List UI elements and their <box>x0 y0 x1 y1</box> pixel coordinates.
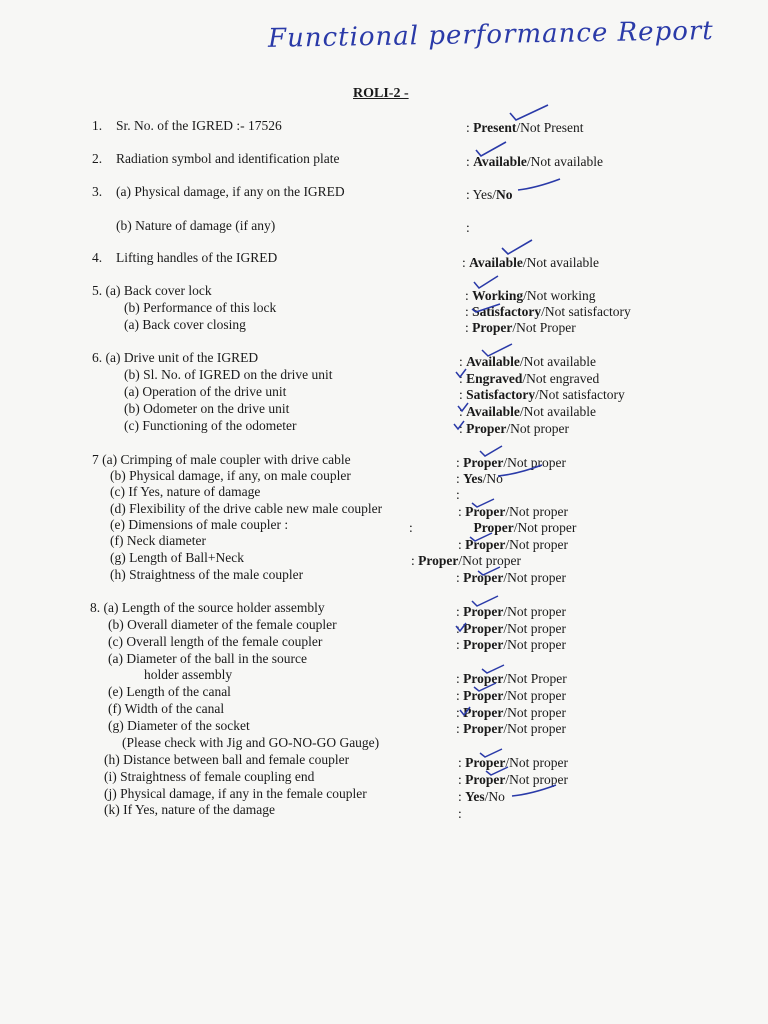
item-number: 4. <box>92 250 103 265</box>
checkmark-icon <box>474 140 508 158</box>
item-label: (b) Sl. No. of IGRED on the drive unit <box>124 367 333 382</box>
item-status: : Proper/Not proper <box>456 570 566 585</box>
item-status: : Proper/Not proper <box>456 637 566 652</box>
item-status: : Satisfactory/Not satisfactory <box>465 304 631 319</box>
item-label: (Please check with Jig and GO-NO-GO Gauge) <box>122 735 380 750</box>
item-label: (b) Performance of this lock <box>124 300 277 315</box>
item-status: : Yes/No <box>458 789 505 804</box>
item-label: (h) Straightness of the male coupler <box>110 567 304 582</box>
checkmark-icon <box>452 418 466 430</box>
item-label: (e) Dimensions of male coupler : <box>110 517 289 532</box>
item-label: Radiation symbol and identification plate <box>116 151 340 166</box>
checkmark-icon <box>478 444 504 458</box>
item-label: 6. (a) Drive unit of the IGRED <box>92 350 259 365</box>
checkmark-icon <box>456 400 470 412</box>
item-label: (c) Overall length of the female coupler <box>108 634 323 649</box>
item-label: (b) Overall diameter of the female coupler <box>108 617 337 632</box>
item-label: (c) If Yes, nature of damage <box>110 484 261 499</box>
item-label: (a) Physical damage, if any on the IGRED <box>116 184 345 199</box>
item-status: : Proper/Not proper <box>456 604 566 619</box>
item-number: 1. <box>92 118 103 133</box>
checkmark-icon <box>480 342 514 358</box>
item-status: : Proper/Not proper <box>458 537 568 552</box>
checkmark-icon <box>508 103 550 123</box>
checkmark-icon <box>480 662 506 674</box>
item-status: : Proper/Not proper <box>456 705 566 720</box>
item-number: 2. <box>92 151 103 166</box>
item-status: : Proper/Not proper <box>456 455 566 470</box>
item-status: : Proper/Not proper <box>409 520 577 535</box>
checkmark-icon <box>468 530 494 542</box>
item-label: 8. (a) Length of the source holder assembly <box>90 600 325 615</box>
checkmark-icon <box>454 620 468 632</box>
checkmark-icon <box>484 764 510 776</box>
checkmark-icon <box>470 496 496 508</box>
item-number: 3. <box>92 184 103 199</box>
item-status: : Satisfactory/Not satisfactory <box>459 387 625 402</box>
item-label: Sr. No. of the IGRED :- 17526 <box>116 118 282 133</box>
item-label: (g) Length of Ball+Neck <box>110 550 244 565</box>
checkmark-icon <box>454 366 468 378</box>
item-label: (k) If Yes, nature of the damage <box>104 802 275 817</box>
handwritten-title: Functional performance Report <box>267 16 714 54</box>
checkmark-icon <box>472 274 500 290</box>
item-label: (a) Back cover closing <box>124 317 246 332</box>
item-status: : Proper/Not proper <box>459 421 569 436</box>
item-status: : Proper/Not Proper <box>465 320 576 335</box>
checkmark-icon <box>496 462 544 478</box>
checkmark-icon <box>500 238 534 256</box>
item-label: (c) Functioning of the odometer <box>124 418 297 433</box>
item-status: : Yes/No <box>466 187 513 202</box>
item-status: : <box>458 806 462 821</box>
item-label: (a) Diameter of the ball in the source <box>108 651 308 666</box>
item-label: 5. (a) Back cover lock <box>92 283 212 298</box>
item-status: : Proper/Not Proper <box>456 671 567 686</box>
item-label: (b) Odometer on the drive unit <box>124 401 290 416</box>
item-status: : Available/Not available <box>466 154 603 169</box>
checkmark-icon <box>478 746 504 758</box>
checkmark-icon <box>458 704 472 716</box>
item-status: : Proper/Not proper <box>411 553 521 568</box>
item-status: : Proper/Not proper <box>458 772 568 787</box>
item-label: (f) Neck diameter <box>110 533 206 548</box>
item-label: 7 (a) Crimping of male coupler with drive cable <box>92 452 351 467</box>
checkmark-icon <box>472 680 498 692</box>
item-status: : Proper/Not proper <box>456 721 566 736</box>
item-status: : Available/Not available <box>462 255 599 270</box>
item-label: (b) Physical damage, if any, on male coupler <box>110 468 351 483</box>
item-label: (h) Distance between ball and female coupler <box>104 752 350 767</box>
item-label: (j) Physical damage, if any in the female coupler <box>104 786 367 801</box>
item-status: : Yes/No <box>456 471 503 486</box>
item-status: : Present/Not Present <box>466 120 584 135</box>
item-label: (g) Diameter of the socket <box>108 718 250 733</box>
item-label: (d) Flexibility of the drive cable new male coupler <box>110 501 383 516</box>
item-label: holder assembly <box>144 667 233 682</box>
item-status: : <box>466 220 470 235</box>
item-label: (e) Length of the canal <box>108 684 231 699</box>
item-status: : Available/Not available <box>459 404 596 419</box>
checkmark-icon <box>516 176 562 194</box>
document-title: ROLI-2 - <box>353 86 409 101</box>
item-label: (a) Operation of the drive unit <box>124 384 287 399</box>
item-status: : Available/Not available <box>459 354 596 369</box>
item-status: : <box>456 487 460 502</box>
checkmark-icon <box>470 594 500 608</box>
item-status: : Working/Not working <box>465 288 596 303</box>
checkmark-icon <box>510 782 558 798</box>
item-label: (b) Nature of damage (if any) <box>116 218 276 233</box>
checkmark-icon <box>470 300 502 312</box>
item-label: (i) Straightness of female coupling end <box>104 769 315 784</box>
checkmark-icon <box>476 564 502 576</box>
item-status: : Proper/Not proper <box>456 621 566 636</box>
item-status: : Proper/Not proper <box>458 755 568 770</box>
item-label: (f) Width of the canal <box>108 701 225 716</box>
item-label: Lifting handles of the IGRED <box>116 250 278 265</box>
item-status: : Proper/Not proper <box>458 504 568 519</box>
item-status: : Engraved/Not engraved <box>459 371 600 386</box>
item-status: : Proper/Not proper <box>456 688 566 703</box>
